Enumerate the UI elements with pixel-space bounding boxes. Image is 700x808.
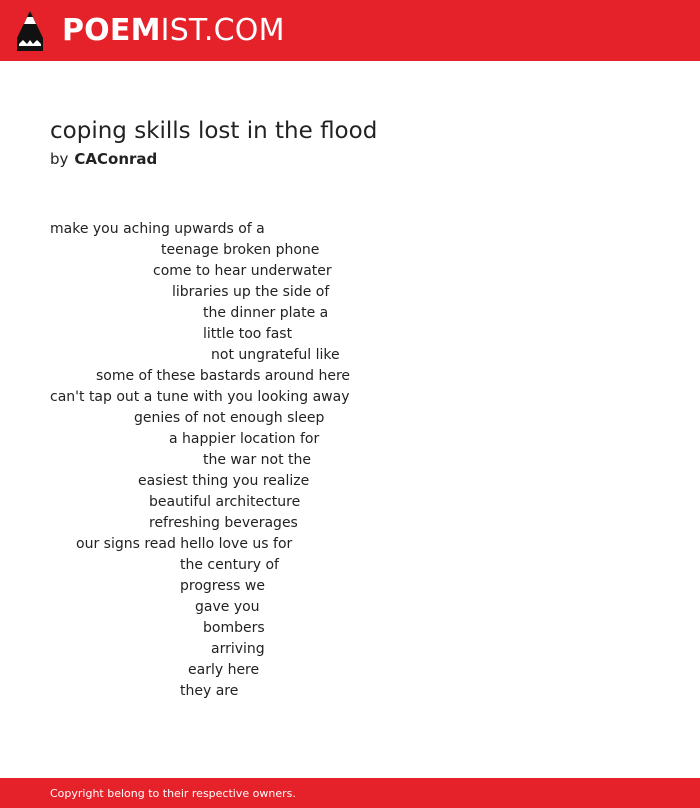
- site-footer: [0, 778, 700, 808]
- poem-line: refreshing beverages: [149, 515, 298, 531]
- poem-line: beautiful architecture: [149, 494, 301, 510]
- brand-bold: POEM: [62, 13, 161, 48]
- poem-line: a happier location for: [169, 431, 320, 447]
- poem-line: the century of: [180, 557, 279, 573]
- author-link[interactable]: CAConrad: [74, 150, 158, 168]
- poem-line: they are: [180, 683, 239, 699]
- poem-line: little too fast: [203, 326, 293, 342]
- by-label: by: [50, 150, 69, 168]
- poem-line: genies of not enough sleep: [134, 410, 325, 426]
- poem-line: progress we: [180, 578, 265, 594]
- poem-line: easiest thing you realize: [138, 473, 310, 489]
- poem-line: libraries up the side of: [172, 284, 330, 300]
- poem-line: our signs read hello love us for: [76, 536, 293, 552]
- poem-line: teenage broken phone: [161, 242, 320, 258]
- poem-line: early here: [188, 662, 260, 678]
- poem-line: bombers: [203, 620, 265, 636]
- poem-line: the dinner plate a: [203, 305, 329, 321]
- poem-line: some of these bastards around here: [96, 368, 351, 384]
- poem-line: the war not the: [203, 452, 312, 468]
- brand-regular: IST.COM: [160, 13, 285, 48]
- poem-line: not ungrateful like: [211, 347, 340, 363]
- copyright-text: Copyright belong to their respective owners.: [50, 787, 296, 800]
- poem-line: can't tap out a tune with you looking away: [50, 389, 350, 405]
- poem-line: gave you: [195, 599, 260, 615]
- poem-title: coping skills lost in the flood: [50, 118, 378, 144]
- poem-line: come to hear underwater: [153, 263, 332, 279]
- poem-line: arriving: [211, 641, 265, 657]
- poem-line: make you aching upwards of a: [50, 221, 265, 237]
